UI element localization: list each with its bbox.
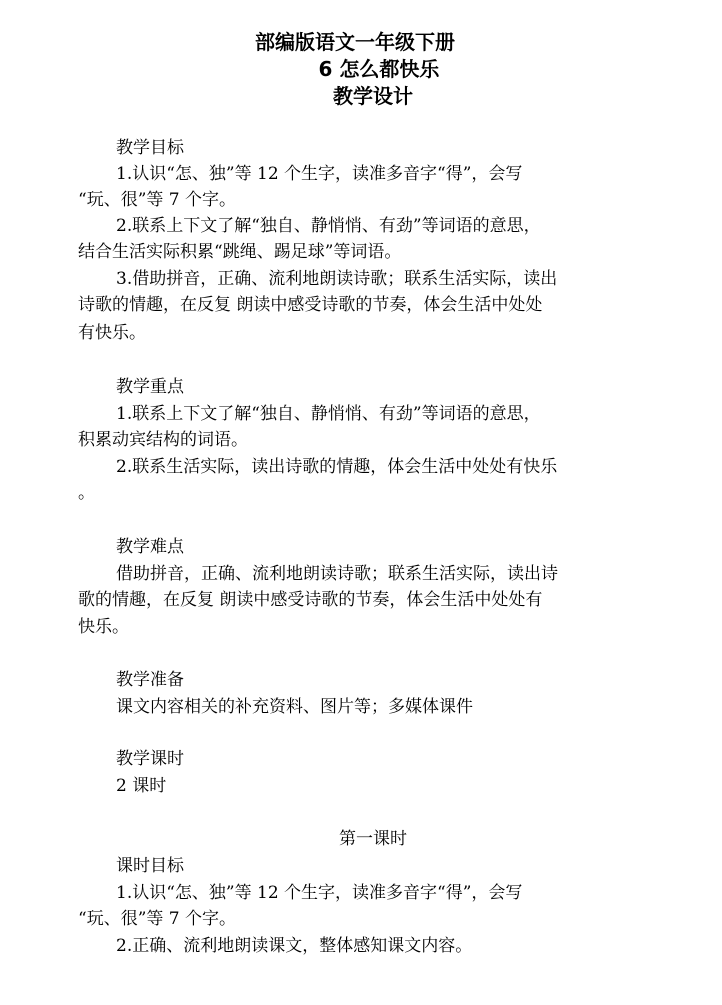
objectives-line: 有快乐。 [78, 323, 146, 343]
objectives-line: 3.借助拼音，正确、流利地朗读诗歌；联系生活实际，读出 [116, 269, 558, 289]
section-heading-objectives: 教学目标 [116, 138, 184, 158]
difficulties-line: 快乐。 [78, 617, 129, 637]
periods-line: 2 课时 [116, 776, 167, 796]
lesson-title: 6 怎么都快乐 [318, 57, 440, 81]
first-period-line: 1.认识“怎、独”等 12 个生字，读准多音字“得”，会写 [116, 883, 523, 903]
key-points-line: 1.联系上下文了解“独自、静悄悄、有劲”等词语的意思， [116, 404, 541, 424]
preparation-line: 课文内容相关的补充资料、图片等；多媒体课件 [116, 697, 473, 717]
objectives-line: 诗歌的情趣，在反复 朗读中感受诗歌的节奏，体会生活中处处 [78, 295, 543, 315]
difficulties-line: 歌的情趣，在反复 朗读中感受诗歌的节奏，体会生活中处处有 [78, 590, 543, 610]
key-points-line: 。 [78, 483, 95, 503]
objectives-line: 结合生活实际积累“跳绳、踢足球”等词语。 [78, 242, 402, 262]
objectives-line: 1.认识“怎、独”等 12 个生字，读准多音字“得”，会写 [116, 164, 523, 184]
key-points-line: 积累动宾结构的词语。 [78, 430, 248, 450]
section-heading-periods: 教学课时 [116, 749, 184, 769]
section-heading-preparation: 教学准备 [116, 670, 184, 690]
difficulties-line: 借助拼音，正确、流利地朗读诗歌；联系生活实际，读出诗 [116, 564, 558, 584]
first-period-line: “玩、很”等 7 个字。 [78, 909, 237, 929]
section-heading-difficulties: 教学难点 [116, 537, 184, 557]
key-points-line: 2.联系生活实际，读出诗歌的情趣，体会生活中处处有快乐 [116, 457, 558, 477]
first-period-heading: 第一课时 [339, 829, 407, 849]
objectives-line: “玩、很”等 7 个字。 [78, 190, 237, 210]
document-subtitle: 教学设计 [333, 84, 413, 108]
first-period-subheading: 课时目标 [116, 856, 184, 876]
section-heading-key-points: 教学重点 [116, 377, 184, 397]
objectives-line: 2.联系上下文了解“独自、静悄悄、有劲”等词语的意思， [116, 216, 541, 236]
first-period-line: 2.正确、流利地朗读课文，整体感知课文内容。 [116, 936, 473, 956]
document-title: 部编版语文一年级下册 [255, 30, 455, 54]
